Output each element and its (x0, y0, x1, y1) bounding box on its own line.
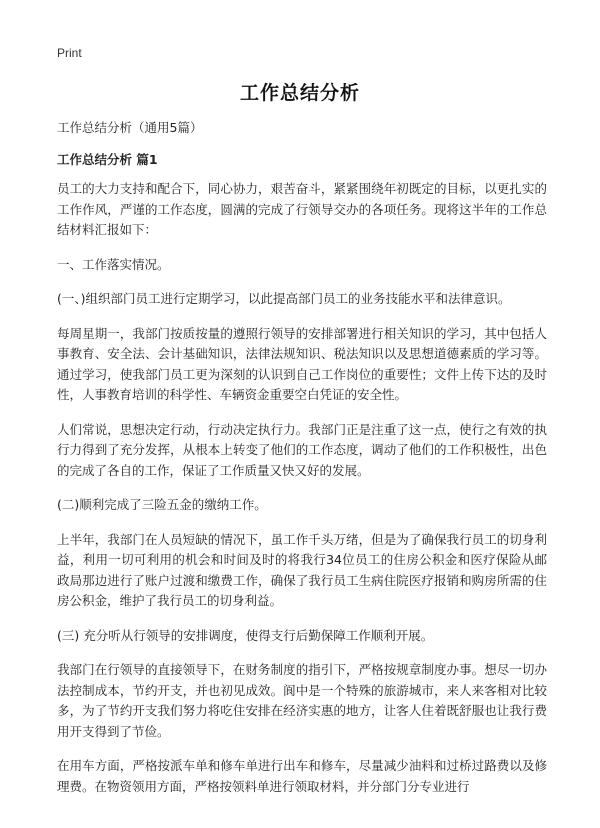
paragraph-item-one: (一、)组织部门员工进行定期学习，以此提高部门员工的业务技能水平和法律意识。 (57, 291, 511, 306)
print-label: Print (57, 46, 82, 60)
paragraph-study: 每周星期一，我部门按质按量的遵照行领导的安排部署进行相关知识的学习，其中包括人事教育、安全法、会计基础知识，法律法规知识、税法知识以及思想道德素质的学习等。通过学习，使我部门员工更为深刻的认识到自己工作岗位的重要性；文件上传下达的及时性，人事教育培训的科学性、车辆资金重要空白凭证的安全性。 (57, 325, 547, 402)
paragraph-cost-control: 我部门在行领导的直接领导下，在财务制度的指引下，严格按规章制度办事。想尽一切办法控制成本，节约开支，并也初见成效。阆中是一个特殊的旅游城市，来人来客相对比较多，为了节约开支我们努力将吃住安排在经济实惠的地方，让客人住着既舒服也让我行费用开支得到了节俭。 (57, 662, 547, 739)
paragraph-vehicles: 在用车方面，严格按派车单和修车单进行出车和修车，尽量减少油料和过桥过路费以及修理费。在物资领用方面，严格按领料单进行领取材料，并分部门分专业进行 (57, 758, 547, 794)
section-heading: 工作总结分析 篇1 (57, 151, 158, 167)
paragraph-item-three: (三) 充分听从行领导的安排调度，使得支行后勤保障工作顺利开展。 (57, 627, 434, 643)
paragraph-insurance: 上半年，我部门在人员短缺的情况下，虽工作千头万绪，但是为了确保我行员工的切身利益，利用一切可利用的机会和时间及时的将我行34位员工的住房公积金和医疗保险从邮政局那边进行了账户过渡和缴费工作，确保了我行员工生病住院医疗报销和购房所需的住房公积金，维护了我行员工的切身利益。 (57, 531, 547, 608)
paragraph-item-two: (二)顺利完成了三险五金的缴纳工作。 (57, 497, 267, 512)
paragraph-section-one: 一、工作落实情况。 (57, 256, 170, 272)
document-subtitle: 工作总结分析（通用5篇） (57, 120, 203, 135)
document-title: 工作总结分析 (239, 82, 360, 104)
paragraph-intro: 员工的大力支持和配合下，同心协力，艰苦奋斗，紧紧围绕年初既定的目标，以更扎实的工作作风，严谨的工作态度，圆满的完成了行领导交办的各项任务。现将这半年的工作总结材料汇报如下： (57, 181, 547, 237)
document-body (57, 118, 547, 811)
paragraph-execution: 人们常说，思想决定行动，行动决定执行力。我部门正是注重了这一点，使行之有效的执行力得到了充分发挥，从根本上转变了他们的工作态度，调动了他们的工作积极性，出色的完成了各自的工作，保证了工作质量又快又好的发展。 (57, 421, 547, 478)
